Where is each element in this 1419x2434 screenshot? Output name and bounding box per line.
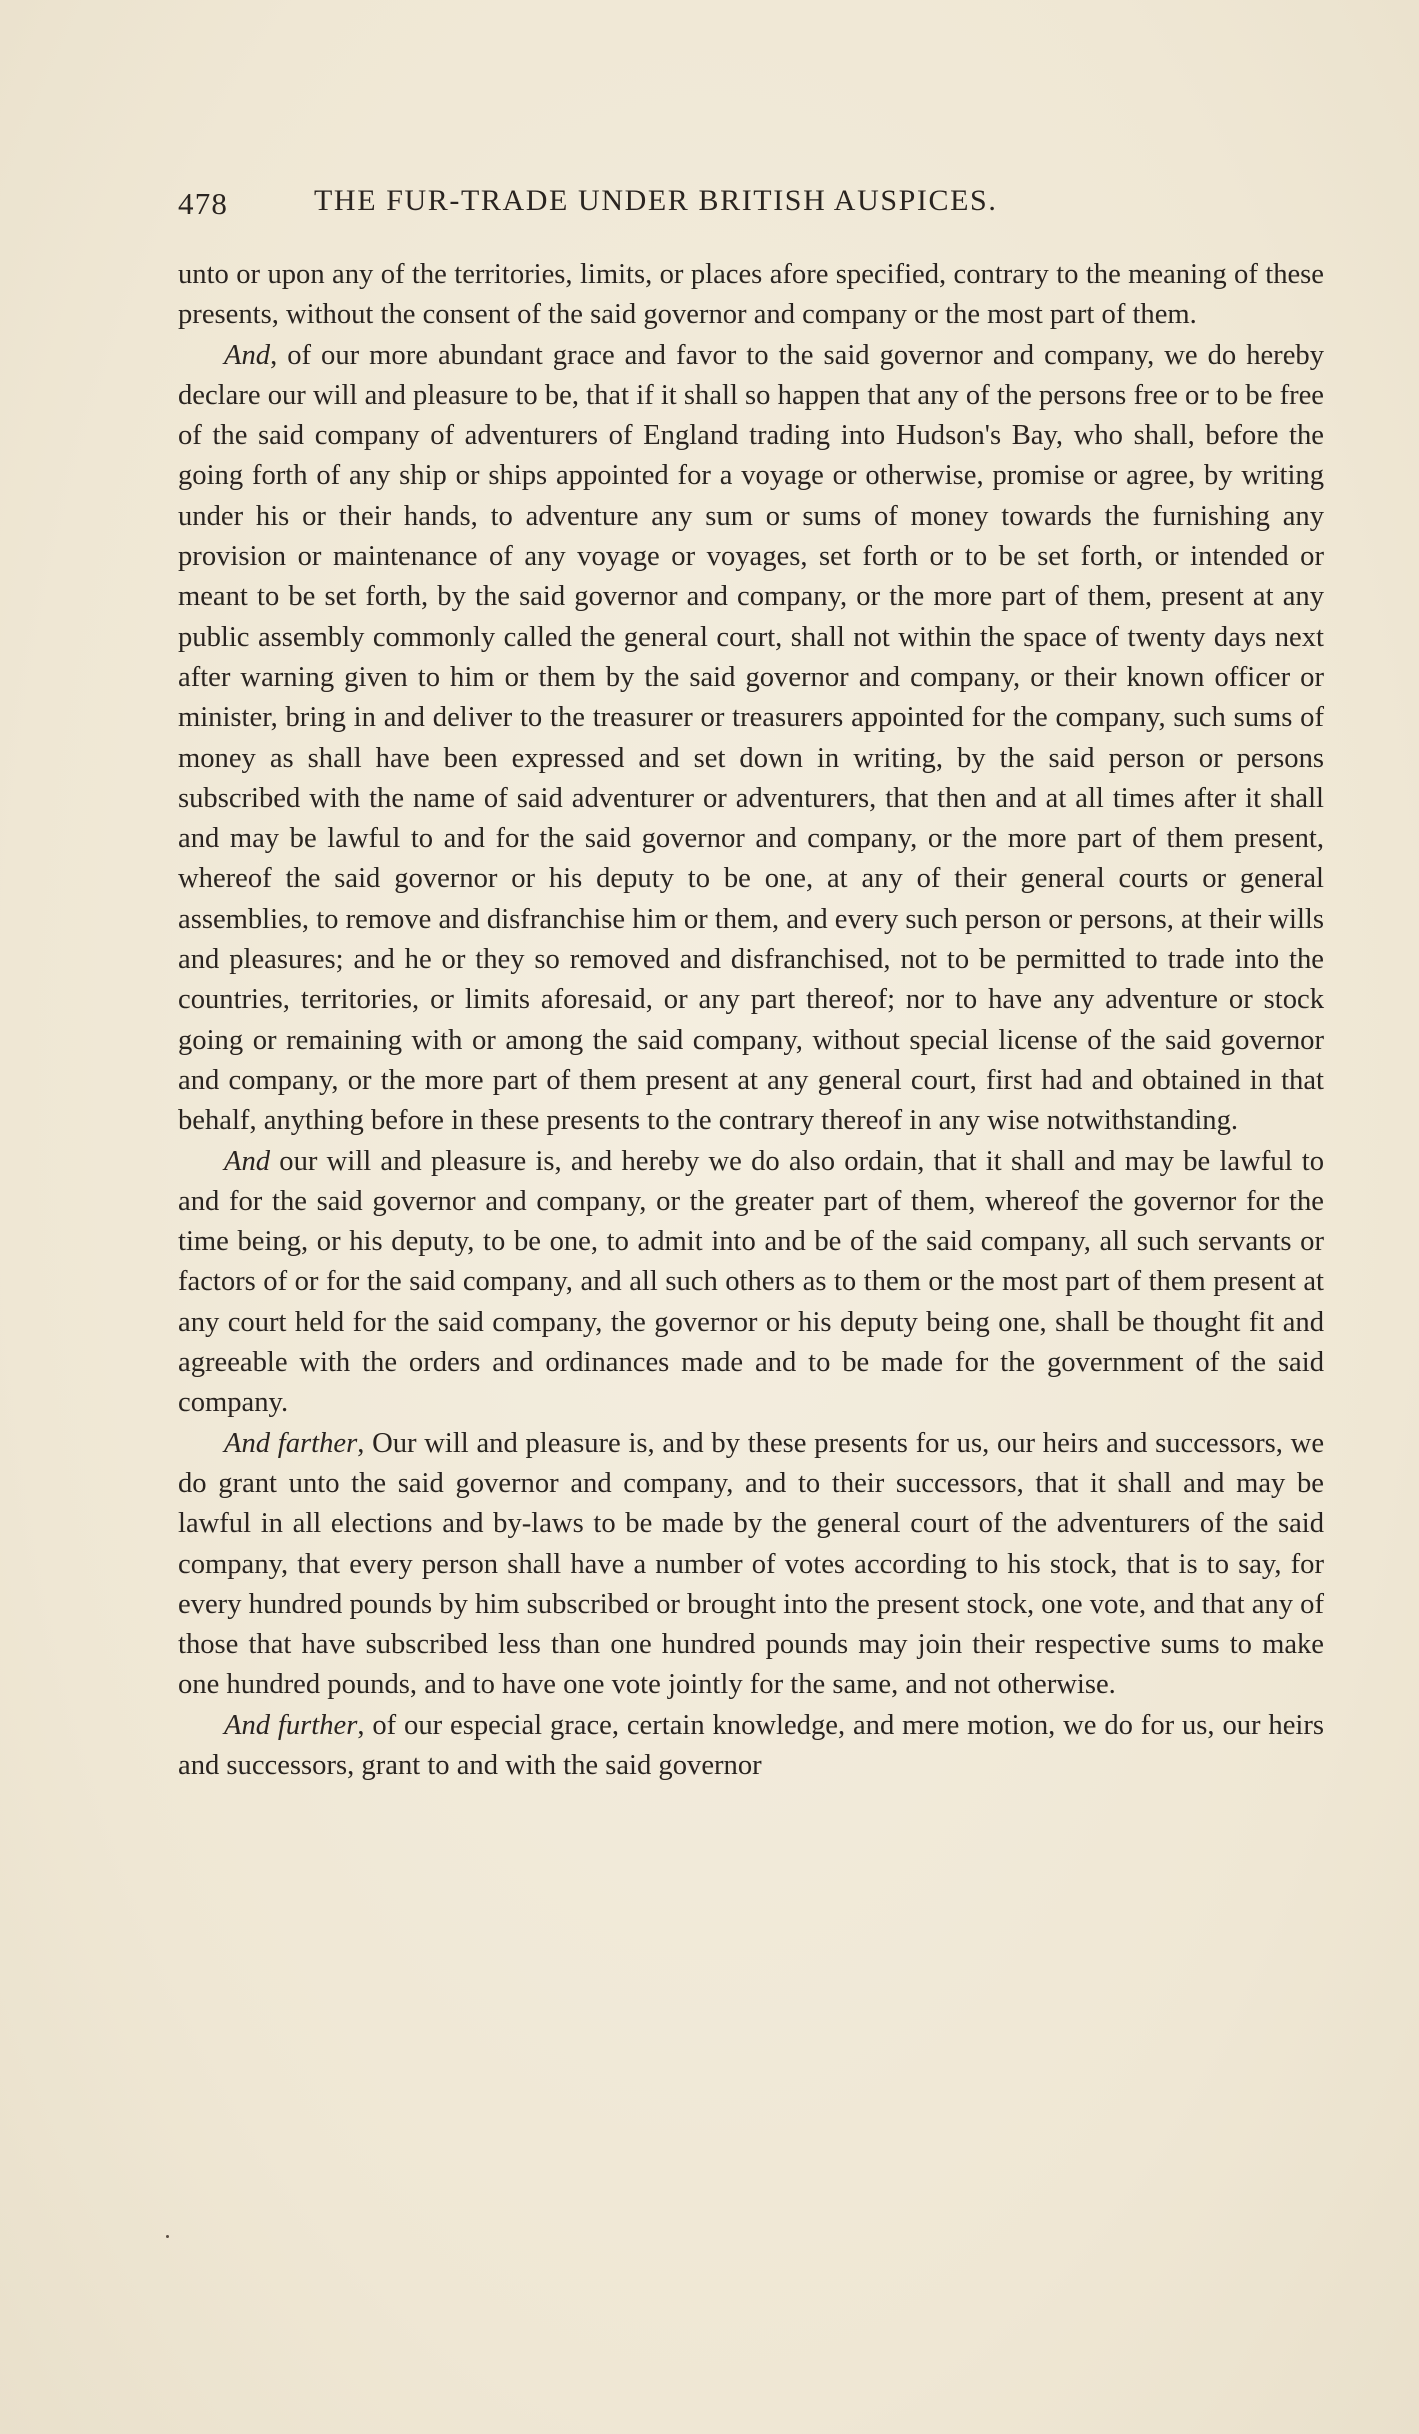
paragraph-lead: And further	[224, 1709, 358, 1741]
page-header	[178, 180, 1178, 230]
margin-speck	[166, 2235, 169, 2238]
paragraph-especial-grace	[178, 1706, 1324, 1787]
running-title: THE FUR-TRADE UNDER BRITISH AUSPICES.	[314, 184, 998, 217]
paragraph-votes	[178, 1424, 1324, 1706]
paragraph-lead: And	[224, 339, 271, 371]
paragraph-lead: And	[224, 1145, 271, 1177]
body-text	[178, 255, 1324, 1786]
paragraph-text: , of our more abundant grace and favor to the said governor and company, we do hereby declare our will and pleasure to be, that if it shall so happen that any of the persons free or to be free of the said company of adventurers of England trading into Hudson's Bay, who shall, before the going forth of any ship or ships appointed for a voyage or otherwise, promise or agree, by writing under his or their hands, to adventure any sum or sums of money towards the furnishing any provision or maintenance of any voyage or voyages, set forth or to be set forth, or intended or meant to be set forth, by the said governor and company, or the more part of them, present at any public assembly commonly called the general court, shall not within the space of twenty days next after warning given to him or them by the said governor and company, or their known officer or minister, bring in and deliver to the treasurer or treasurers appointed for the company, such sums of money as shall have been expressed and set down in writing, by the said person or persons subscribed with the name of said adventurer or adventurers, that then and at all times after it shall and may be lawful to and for the said governor and company, or the more part of them present, whereof the said governor or his deputy to be one, at any of their general courts or general assemblies, to remove and disfranchise him or them, and every such person or persons, at their wills and pleasures; and he or they so removed and disfranchised, not to be permitted to trade into the countries, territories, or limits aforesaid, or any part thereof; nor to have any adventure or stock going or remaining with or among the said company, without special license of the said governor and company, or the more part of them present at any general court, first had and obtained in that behalf, anything before in these presents to the contrary thereof in any wise notwithstanding.	[178, 339, 1324, 1137]
paragraph-text: , of our especial grace, certain knowledge, and mere motion, we do for us, our heirs and successors, grant to and with the said governor	[178, 1709, 1325, 1781]
paragraph-lead: And farther	[224, 1427, 358, 1459]
page-number: 478	[178, 186, 229, 221]
paragraph-text: , Our will and pleasure is, and by these presents for us, our heirs and successors, we do grant unto the said governor and company, and to their successors, that it shall and may be lawful in all elections and by-laws to be made by the general court of the adventurers of the said company, that every person shall have a number of votes according to his stock, that is to say, for every hundred pounds by him subscribed or brought into the present stock, one vote, and that any of those that have subscribed less than one hundred pounds may join their respective sums to make one hundred pounds, and to have one vote jointly for the same, and not otherwise.	[178, 1427, 1325, 1701]
paragraph-continuation	[178, 255, 1324, 336]
paragraph-text: our will and pleasure is, and hereby we do also ordain, that it shall and may be lawful to and for the said governor and company, or the greater part of them, whereof the governor for the time being, or his deputy, to be one, to admit into and be of the said company, all such servants or factors of or for the said company, and all such others as to them or the most part of them present at any court held for the said company, the governor or his deputy being one, shall be thought fit and agreeable with the orders and ordinances made and to be made for the government of the said company.	[178, 1145, 1324, 1419]
paragraph-disfranchise	[178, 336, 1324, 1142]
paragraph-text: unto or upon any of the territories, limits, or places afore specified, contrary to the meaning of these presents, without the consent of the said governor and company or the most part of them.	[178, 259, 1324, 331]
paragraph-admit-servants	[178, 1142, 1324, 1424]
